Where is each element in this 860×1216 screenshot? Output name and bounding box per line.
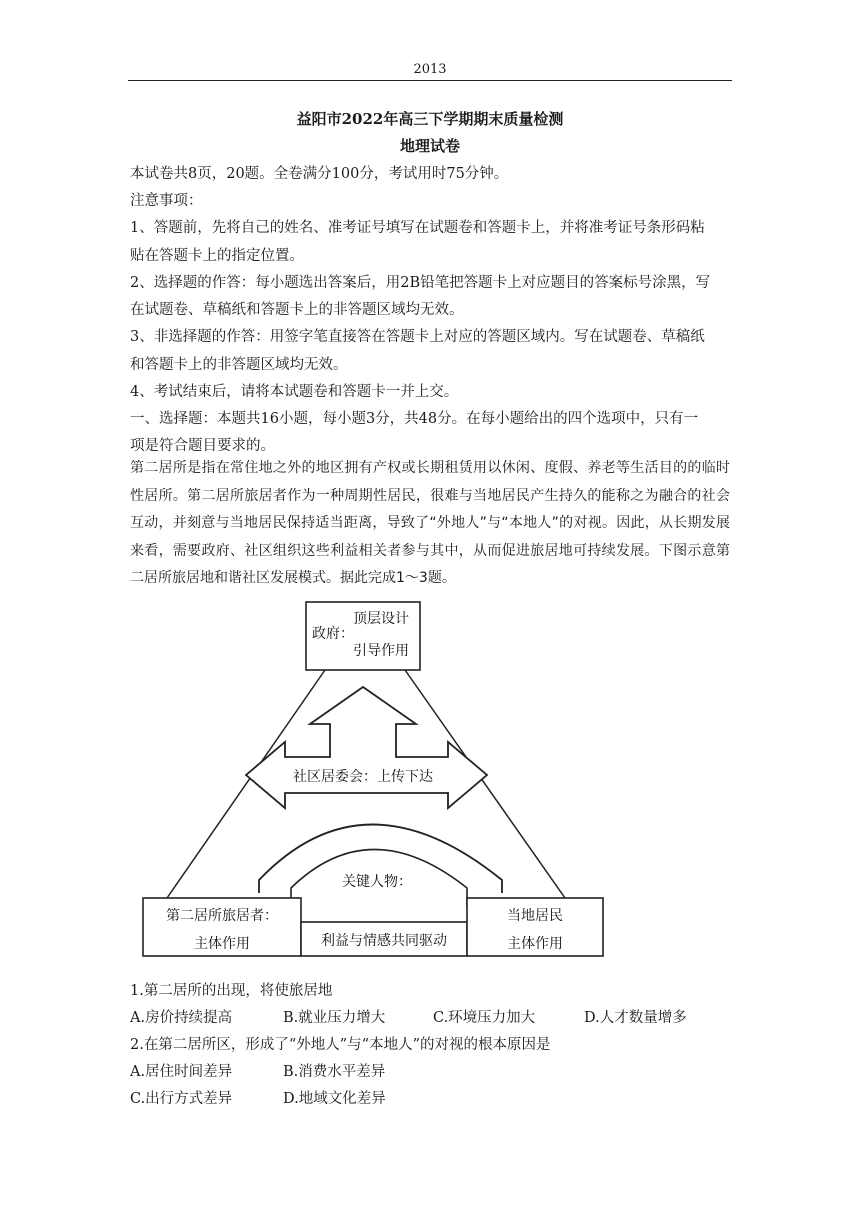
question-1-option-a: A.房价持续提高 bbox=[130, 1010, 233, 1026]
question-2-option-d: D.地域文化差异 bbox=[283, 1091, 386, 1107]
local-resident-role: 主体作用 bbox=[507, 936, 563, 952]
question-1-option-c: C.环境压力加大 bbox=[433, 1010, 536, 1026]
question-1-stem: 1.第二居所的出现，将使旅居地 bbox=[130, 983, 333, 999]
notice-item-1-line-1: 1、答题前，先将自己的姓名、准考证号填写在试题卷和答题卡上，并将准考证号条形码粘 bbox=[130, 220, 705, 236]
government-role-guidance: 引导作用 bbox=[353, 643, 409, 659]
question-1-option-b: B.就业压力增大 bbox=[283, 1010, 386, 1026]
page-number: 2013 bbox=[413, 62, 447, 77]
question-2-stem: 2.在第二居所区，形成了“外地人”与“本地人”的对视的根本原因是 bbox=[130, 1037, 551, 1053]
header-divider bbox=[128, 80, 732, 81]
notice-heading: 注意事项： bbox=[130, 193, 203, 209]
notice-item-1-line-2: 贴在答题卡上的指定位置。 bbox=[130, 248, 304, 264]
reading-passage: 第二居所是指在常住地之外的地区拥有产权或长期租赁用以休闲、度假、养老等生活目的的临时性居所。第二居所旅居者作为一种周期性居民，很难与当地居民产生持久的能称之为融合的社会互动，并刻意与当地居民保持适当距离，导致了“外地人”与“本地人”的对视。因此，从长期发展来看，需要政府、社区组织这些利益相关者参与其中，从而促进旅居地可持续发展。下图示意第二居所旅居地和谐社区发展模式。据此完成1～3题。 bbox=[130, 460, 730, 586]
subject-title: 地理试卷 bbox=[399, 137, 460, 155]
question-2-option-c: C.出行方式差异 bbox=[130, 1091, 233, 1107]
section-heading-line-2: 项是符合题目要求的。 bbox=[130, 438, 275, 454]
community-committee-label: 社区居委会：上传下达 bbox=[293, 769, 433, 785]
community-model-diagram bbox=[135, 597, 605, 959]
sojourner-label: 第二居所旅居者： bbox=[166, 908, 278, 924]
government-role-top-design: 顶层设计 bbox=[353, 611, 409, 627]
local-resident-label: 当地居民 bbox=[507, 908, 563, 924]
question-1-option-d: D.人才数量增多 bbox=[584, 1010, 687, 1026]
notice-item-2-line-1: 2、选择题的作答：每小题选出答案后，用2B铅笔把答题卡上对应题目的答案标号涂黑，写 bbox=[130, 275, 711, 291]
notice-item-3-line-2: 和答题卡上的非答题区域均无效。 bbox=[130, 357, 348, 373]
section-heading-line-1: 一、选择题：本题共16小题，每小题3分，共48分。在每小题给出的四个选项中，只有一 bbox=[130, 411, 699, 427]
drive-label: 利益与情感共同驱动 bbox=[321, 933, 447, 949]
sojourner-role: 主体作用 bbox=[194, 936, 250, 952]
question-2-option-a: A.居住时间差异 bbox=[130, 1064, 233, 1080]
question-2-option-b: B.消费水平差异 bbox=[283, 1064, 386, 1080]
key-person-label: 关键人物： bbox=[342, 874, 412, 890]
government-label: 政府： bbox=[312, 626, 354, 642]
notice-item-2-line-2: 在试题卷、草稿纸和答题卡上的非答题区域均无效。 bbox=[130, 302, 464, 318]
notice-item-3-line-1: 3、非选择题的作答：用签字笔直接答在答题卡上对应的答题区域内。写在试题卷、草稿纸 bbox=[130, 329, 705, 345]
exam-intro: 本试卷共8页，20题。全卷满分100分，考试用时75分钟。 bbox=[130, 166, 509, 182]
notice-item-4: 4、考试结束后，请将本试题卷和答题卡一并上交。 bbox=[130, 384, 459, 400]
exam-title: 益阳市2022年高三下学期期末质量检测 bbox=[296, 110, 564, 128]
